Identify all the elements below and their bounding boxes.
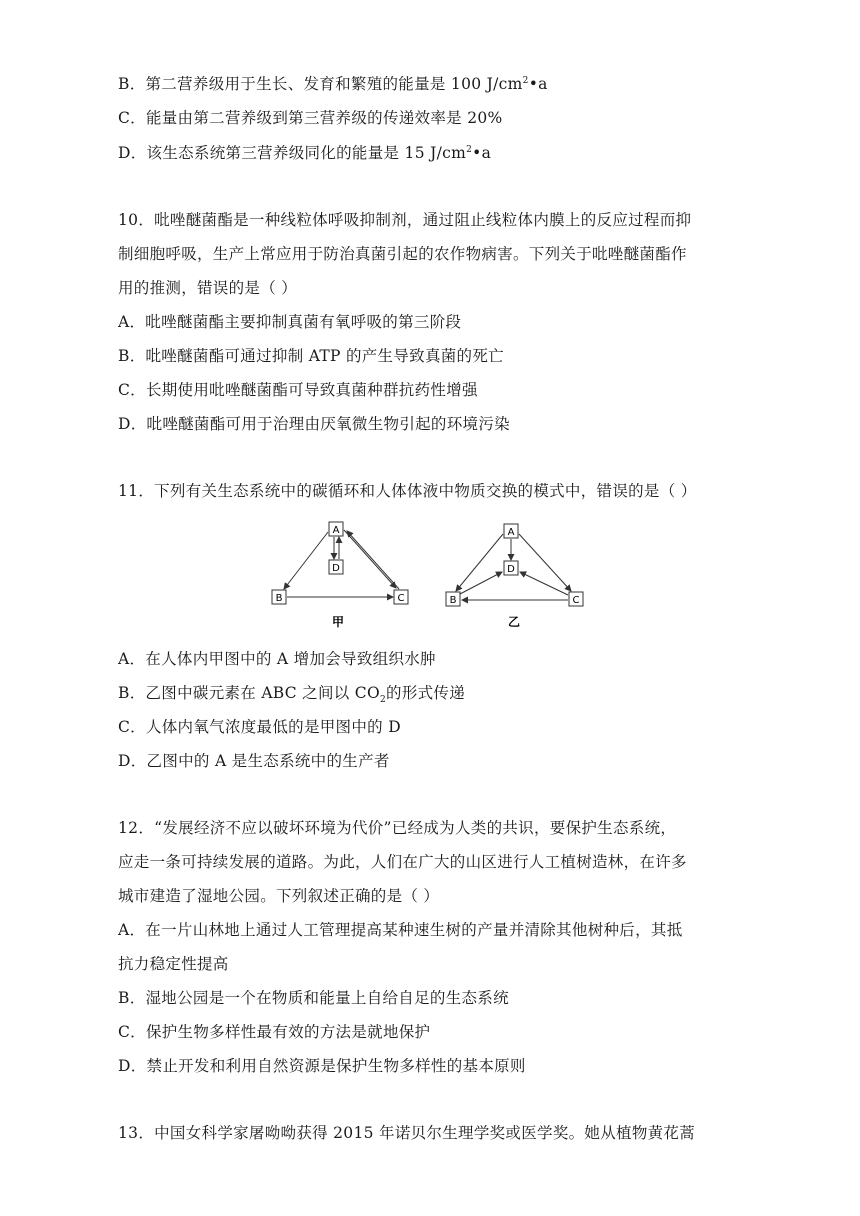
jia-arrow-a-b: [284, 532, 328, 589]
q9-option-d-unit: •a: [472, 144, 492, 162]
diagram-yi: [446, 524, 583, 629]
q10-option-a: A．吡唑醚菌酯主要抑制真菌有氧呼吸的第三阶段: [118, 313, 462, 331]
q12-stem-line-3: 城市建造了湿地公园。下列叙述正确的是（ ）: [118, 887, 440, 905]
q11-stem: 11．下列有关生态系统中的碳循环和人体体液中物质交换的模式中，错误的是（ ）: [118, 482, 697, 500]
q11-option-c: C．人体内氧气浓度最低的是甲图中的 D: [118, 718, 401, 736]
q11-option-b-sub: 2: [379, 695, 387, 706]
q12-stem-line-2: 应走一条可持续发展的道路。为此，人们在广大的山区进行人工植树造林，在许多: [118, 853, 687, 871]
svg-text:A: A: [507, 527, 515, 538]
jia-box-d: [329, 560, 343, 574]
q10-option-c: C．长期使用吡唑醚菌酯可导致真菌种群抗药性增强: [118, 381, 478, 399]
jia-box-b: [272, 590, 286, 604]
yi-box-d: [504, 561, 518, 575]
svg-text:D: D: [507, 564, 515, 575]
q9-option-b: [118, 72, 548, 94]
yi-arrow-b-d: [460, 572, 502, 594]
q9-option-b-sup: 2: [522, 75, 529, 86]
q9-option-d: [118, 141, 491, 163]
q11-option-a: A．在人体内甲图中的 A 增加会导致组织水肿: [118, 650, 436, 668]
jia-arrow-a-c: [344, 530, 396, 588]
q11-option-b-text: B．乙图中碳元素在 ABC 之间以 CO: [118, 684, 380, 702]
yi-box-a: [504, 524, 518, 538]
q13-stem-line-1: 13．中国女科学家屠呦呦获得 2015 年诺贝尔生理学奖或医学奖。她从植物黄花蒿: [118, 1124, 696, 1142]
jia-box-c: [394, 590, 408, 604]
q9-option-d-text: D．该生态系统第三营养级同化的能量是 15 J/cm: [118, 144, 467, 162]
yi-box-b: [446, 592, 460, 606]
svg-text:D: D: [332, 563, 340, 574]
yi-arrow-c-d: [520, 572, 568, 595]
diagram-yi-caption: 乙: [507, 615, 521, 629]
q9-option-c: C．能量由第二营养级到第三营养级的传递效率是 20%: [118, 109, 503, 127]
q10-option-b: B．吡唑醚菌酯可通过抑制 ATP 的产生导致真菌的死亡: [118, 347, 504, 365]
q10-stem-line-1: 10．吡唑醚菌酯是一种线粒体呼吸抑制剂，通过阻止线粒体内膜上的反应过程而抑: [118, 211, 692, 229]
svg-text:B: B: [275, 593, 283, 604]
q11-option-b-suffix: 的形式传递: [386, 684, 466, 702]
q11-diagram: [262, 516, 598, 632]
svg-text:A: A: [332, 525, 340, 536]
jia-box-a: [329, 522, 343, 536]
q12-option-c: C．保护生物多样性最有效的方法是就地保护: [118, 1023, 431, 1041]
yi-arrow-a-b: [456, 534, 503, 591]
yi-arrow-a-c: [519, 534, 571, 591]
yi-box-c: [569, 592, 583, 606]
q12-option-a-line-2: 抗力稳定性提高: [118, 955, 229, 973]
svg-text:C: C: [397, 593, 405, 604]
q10-stem-line-3: 用的推测，错误的是（ ）: [118, 279, 298, 297]
q12-option-d: D．禁止开发和利用自然资源是保护生物多样性的基本原则: [118, 1057, 526, 1075]
q11-option-d: D．乙图中的 A 是生态系统中的生产者: [118, 752, 390, 770]
q12-option-b: B．湿地公园是一个在物质和能量上自给自足的生态系统: [118, 989, 509, 1007]
q11-option-b: [118, 681, 465, 705]
q12-stem-line-1: 12．“发展经济不应以破坏环境为代价”已经成为人类的共识，要保护生态系统，: [118, 819, 677, 837]
q10-stem-line-2: 制细胞呼吸，生产上常应用于防治真菌引起的农作物病害。下列关于吡唑醚菌酯作: [118, 245, 687, 263]
jia-arrow-c-a: [347, 531, 399, 589]
diagram-jia: [272, 522, 408, 629]
diagram-jia-caption: 甲: [331, 615, 345, 629]
q10-option-d: D．吡唑醚菌酯可用于治理由厌氧微生物引起的环境污染: [118, 415, 510, 433]
svg-text:C: C: [572, 595, 580, 606]
q9-option-b-text: B．第二营养级用于生长、发育和繁殖的能量是 100 J/cm: [118, 75, 523, 93]
svg-text:B: B: [449, 595, 457, 606]
q12-option-a-line-1: A．在一片山林地上通过人工管理提高某种速生树的产量并清除其他树种后，其抵: [118, 921, 683, 939]
q9-option-d-sup: 2: [466, 144, 473, 155]
q9-option-b-unit: •a: [528, 75, 548, 93]
